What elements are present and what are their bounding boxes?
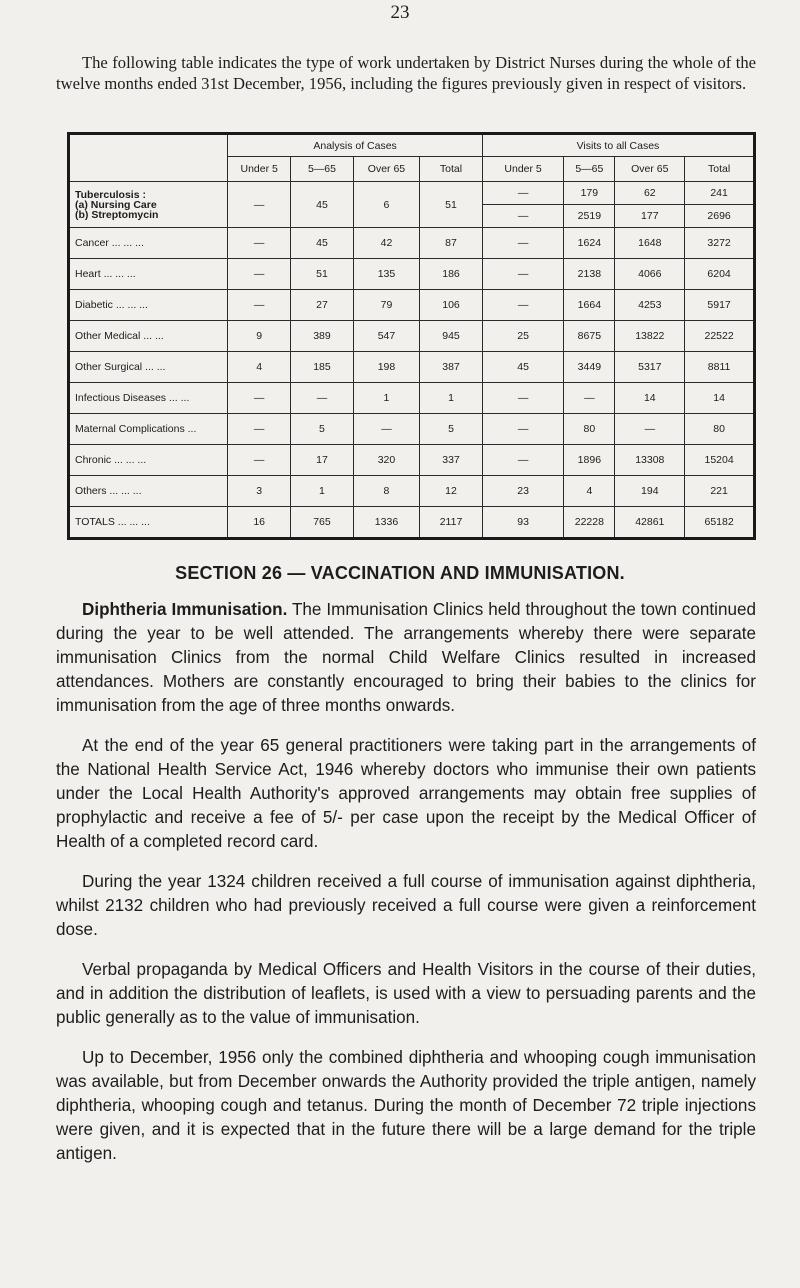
- table-cell: 6204: [685, 259, 755, 290]
- table-cell: —: [228, 228, 291, 259]
- column-header: Over 65: [615, 157, 685, 182]
- table-cell: 45: [291, 182, 354, 228]
- table-cell: 13308: [615, 445, 685, 476]
- table-cell: —: [228, 414, 291, 445]
- table-cell: 16: [228, 507, 291, 539]
- table-row: [69, 476, 755, 507]
- table-row: [69, 445, 755, 476]
- table-cell: 8811: [685, 352, 755, 383]
- table-cell: 8675: [564, 321, 615, 352]
- table-cell: 22522: [685, 321, 755, 352]
- table-cell: 22228: [564, 507, 615, 539]
- column-header: 5—65: [564, 157, 615, 182]
- paragraph: Verbal propaganda by Medical Officers and Health Visitors in the course of their duties, and in addition the distribution of leaflets, is used with a view to persuading parents and the public generally as to the value of immunisation.: [56, 960, 756, 1027]
- table-cell: 241: [685, 182, 755, 205]
- table-cell: 14: [685, 383, 755, 414]
- table-cell: 2519: [564, 205, 615, 228]
- column-header: Total: [420, 157, 483, 182]
- row-label: Cancer ... ... ...: [69, 228, 228, 259]
- table-cell: 65182: [685, 507, 755, 539]
- table-cell: —: [228, 259, 291, 290]
- table-cell: 387: [420, 352, 483, 383]
- table-cell: —: [353, 414, 419, 445]
- table-cell: 3449: [564, 352, 615, 383]
- row-label: Heart ... ... ...: [69, 259, 228, 290]
- table-cell: 320: [353, 445, 419, 476]
- table-cell: 198: [353, 352, 419, 383]
- table-row: [69, 228, 755, 259]
- table-cell: 17: [291, 445, 354, 476]
- table-cell: 93: [482, 507, 563, 539]
- table-cell: 337: [420, 445, 483, 476]
- paragraph: At the end of the year 65 general practitioners were taking part in the arrangements of the National Health Service Act, 1946 whereby doctors who immunise their own patients under the Local Health Authority's approved arrangements may obtain free supplies of prophylactic and receive a fee of 5/- per case upon the receipt by the Medical Officer of Health of a completed record card.: [56, 736, 756, 851]
- row-label: Other Surgical ... ...: [69, 352, 228, 383]
- table-cell: 42861: [615, 507, 685, 539]
- table-cell: —: [482, 445, 563, 476]
- row-label: Chronic ... ... ...: [69, 445, 228, 476]
- table-cell: 1: [353, 383, 419, 414]
- table-cell: 27: [291, 290, 354, 321]
- table-cell: —: [228, 290, 291, 321]
- table-cell: 4066: [615, 259, 685, 290]
- table-row: [69, 259, 755, 290]
- table-cell: 2117: [420, 507, 483, 539]
- tuberculosis-label: [69, 182, 228, 228]
- table-row: [69, 321, 755, 352]
- table-cell: 51: [420, 182, 483, 228]
- column-header: Under 5: [482, 157, 563, 182]
- table-cell: 3: [228, 476, 291, 507]
- table-cell: 80: [564, 414, 615, 445]
- table-cell: —: [482, 205, 563, 228]
- table-cell: —: [291, 383, 354, 414]
- row-label: Others ... ... ...: [69, 476, 228, 507]
- visits-group-header: Visits to all Cases: [482, 134, 754, 157]
- table-cell: —: [482, 259, 563, 290]
- table-cell: 1336: [353, 507, 419, 539]
- table-cell: 14: [615, 383, 685, 414]
- table-cell: 5: [420, 414, 483, 445]
- table-cell: 765: [291, 507, 354, 539]
- intro-paragraph: The following table indicates the type of work undertaken by District Nurses during the whole of the twelve months ended 31st December, 1956, including the figures previously given in respect of visitors.: [56, 53, 756, 93]
- paragraph-lead: Diphtheria Immunisation.: [82, 600, 288, 619]
- table-cell: 186: [420, 259, 483, 290]
- table-cell: 1648: [615, 228, 685, 259]
- table-cell: —: [482, 290, 563, 321]
- table-cell: 51: [291, 259, 354, 290]
- table-cell: 45: [291, 228, 354, 259]
- row-label: (a) Nursing Care: [75, 198, 157, 211]
- column-header: Under 5: [228, 157, 291, 182]
- table-cell: 9: [228, 321, 291, 352]
- table-row: [69, 383, 755, 414]
- table-cell: 62: [615, 182, 685, 205]
- table-cell: —: [615, 414, 685, 445]
- row-label-header: [69, 134, 228, 182]
- table-cell: 45: [482, 352, 563, 383]
- table-cell: 3272: [685, 228, 755, 259]
- table-cell: 389: [291, 321, 354, 352]
- table-cell: 2696: [685, 205, 755, 228]
- analysis-group-header: Analysis of Cases: [228, 134, 483, 157]
- table-cell: 2138: [564, 259, 615, 290]
- table-cell: 42: [353, 228, 419, 259]
- table-cell: 4: [564, 476, 615, 507]
- table-cell: 5: [291, 414, 354, 445]
- table-cell: 5317: [615, 352, 685, 383]
- table-cell: 4: [228, 352, 291, 383]
- table-cell: 1664: [564, 290, 615, 321]
- column-header: Over 65: [353, 157, 419, 182]
- table-cell: —: [228, 383, 291, 414]
- table-cell: 8: [353, 476, 419, 507]
- paragraph: Up to December, 1956 only the combined diphtheria and whooping cough immunisation was available, but from December onwards the Authority provided the triple antigen, namely diphtheria, whooping cough and tetanus. During the month of December 72 triple injections were given, and it is expected that in the future there will be a large demand for the triple antigen.: [56, 1048, 756, 1163]
- table-cell: 945: [420, 321, 483, 352]
- table-cell: 12: [420, 476, 483, 507]
- table-cell: 179: [564, 182, 615, 205]
- table-cell: —: [228, 445, 291, 476]
- body-text: [56, 598, 756, 1182]
- row-label: TOTALS ... ... ...: [69, 507, 228, 539]
- table-cell: —: [482, 414, 563, 445]
- row-label: Tuberculosis :: [75, 188, 146, 201]
- table-cell: —: [482, 182, 563, 205]
- table-row: [69, 414, 755, 445]
- page-number: 23: [390, 2, 410, 23]
- column-header: Total: [685, 157, 755, 182]
- row-label: (b) Streptomycin: [75, 208, 159, 221]
- table-row: [69, 182, 755, 205]
- district-nurses-table: [67, 132, 756, 540]
- table-cell: 1: [291, 476, 354, 507]
- table-cell: 79: [353, 290, 419, 321]
- table-cell: —: [482, 228, 563, 259]
- table-cell: 106: [420, 290, 483, 321]
- table-cell: 87: [420, 228, 483, 259]
- table-cell: 177: [615, 205, 685, 228]
- paragraph: During the year 1324 children received a full course of immunisation against diphtheria, whilst 2132 children who had previously received a full course were given a reinforcement dose.: [56, 872, 756, 939]
- section-heading: SECTION 26 — VACCINATION AND IMMUNISATION.: [175, 563, 625, 583]
- table-cell: 13822: [615, 321, 685, 352]
- table-cell: 135: [353, 259, 419, 290]
- table-cell: —: [482, 383, 563, 414]
- table-cell: 1896: [564, 445, 615, 476]
- column-header: 5—65: [291, 157, 354, 182]
- table-row: [69, 290, 755, 321]
- row-label: Infectious Diseases ... ...: [69, 383, 228, 414]
- table-cell: 1624: [564, 228, 615, 259]
- row-label: Diabetic ... ... ...: [69, 290, 228, 321]
- row-label: Maternal Complications ...: [69, 414, 228, 445]
- table-cell: 185: [291, 352, 354, 383]
- table-row: [69, 507, 755, 539]
- row-label: Other Medical ... ...: [69, 321, 228, 352]
- paragraph-text: The Immunisation Clinics held throughout the town continued during the year to be well attended. The arrangements whereby there were separate immunisation Clinics from the normal Child Welfare Clinics resulted in increased attendances. Mothers are constantly encouraged to bring their babies to the clinics for immunisation from the age of three months onwards.: [56, 600, 756, 715]
- table-cell: —: [564, 383, 615, 414]
- table-cell: 547: [353, 321, 419, 352]
- table-cell: 15204: [685, 445, 755, 476]
- table-cell: 25: [482, 321, 563, 352]
- table-cell: 1: [420, 383, 483, 414]
- table-cell: 80: [685, 414, 755, 445]
- paragraph: [56, 598, 756, 718]
- table-cell: 23: [482, 476, 563, 507]
- table-cell: 5917: [685, 290, 755, 321]
- table-cell: 221: [685, 476, 755, 507]
- table-cell: 194: [615, 476, 685, 507]
- table-cell: 6: [353, 182, 419, 228]
- table-cell: —: [228, 182, 291, 228]
- table-row: [69, 352, 755, 383]
- table-cell: 4253: [615, 290, 685, 321]
